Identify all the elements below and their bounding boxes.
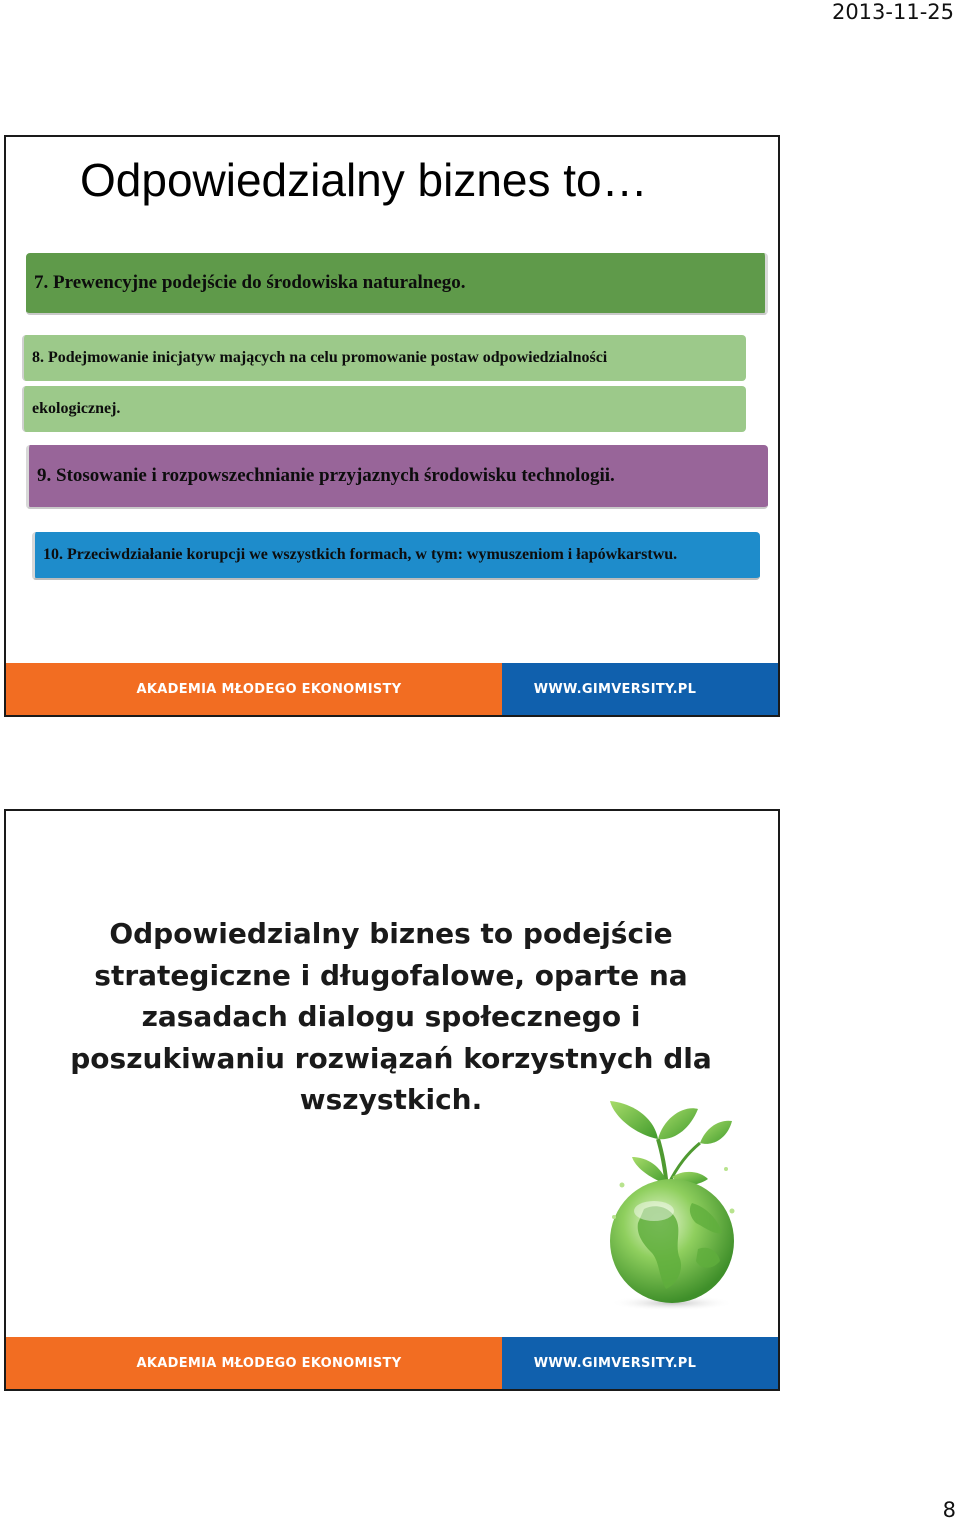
page-date: 2013-11-25 <box>831 0 954 24</box>
principle-8-text: 8. Podejmowanie inicjatyw mających na celu promowanie postaw odpowiedzialności <box>32 349 608 366</box>
principle-8-continued-text: ekologicznej. <box>32 400 121 417</box>
principle-10-bar <box>32 532 760 580</box>
footer-brand: AKADEMIA MŁODEGO EKONOMISTY <box>6 1337 502 1389</box>
slide-2 <box>4 809 780 1391</box>
principle-8-bar <box>22 335 746 381</box>
principle-9-bar <box>26 445 768 509</box>
definition-line: wszystkich. <box>299 1083 483 1116</box>
definition-line: strategiczne i długofalowe, oparte na <box>94 958 688 992</box>
footer-website: WWW.GIMVERSITY.PL <box>502 1337 778 1389</box>
slide-footer <box>6 663 778 715</box>
principle-9-text: 9. Stosowanie i rozpowszechnianie przyjaznych środowisku technologii. <box>37 465 615 486</box>
page-number: 8 <box>942 1498 956 1522</box>
principle-7-text: 7. Prewencyjne podejście do środowiska naturalnego. <box>34 272 466 293</box>
principle-8-continued-bar <box>22 386 746 432</box>
footer-website: WWW.GIMVERSITY.PL <box>502 663 778 715</box>
principle-10-text: 10. Przeciwdziałanie korupcji we wszystkich formach, w tym: wymuszeniom i łapówkarstwu. <box>43 546 678 563</box>
slide-title: Odpowiedzialny biznes to… <box>80 154 648 206</box>
definition-line: Odpowiedzialny biznes to podejście <box>109 917 673 950</box>
slide-footer <box>6 1337 778 1389</box>
footer-brand: AKADEMIA MŁODEGO EKONOMISTY <box>6 663 502 715</box>
slide-1 <box>4 135 780 717</box>
principle-7-bar <box>26 253 768 315</box>
green-globe-with-sprout-icon <box>592 1099 752 1313</box>
definition-line: poszukiwaniu rozwiązań korzystnych dla <box>70 1041 712 1075</box>
definition-text <box>66 913 716 1121</box>
definition-line: zasadach dialogu społecznego i <box>141 1000 641 1033</box>
